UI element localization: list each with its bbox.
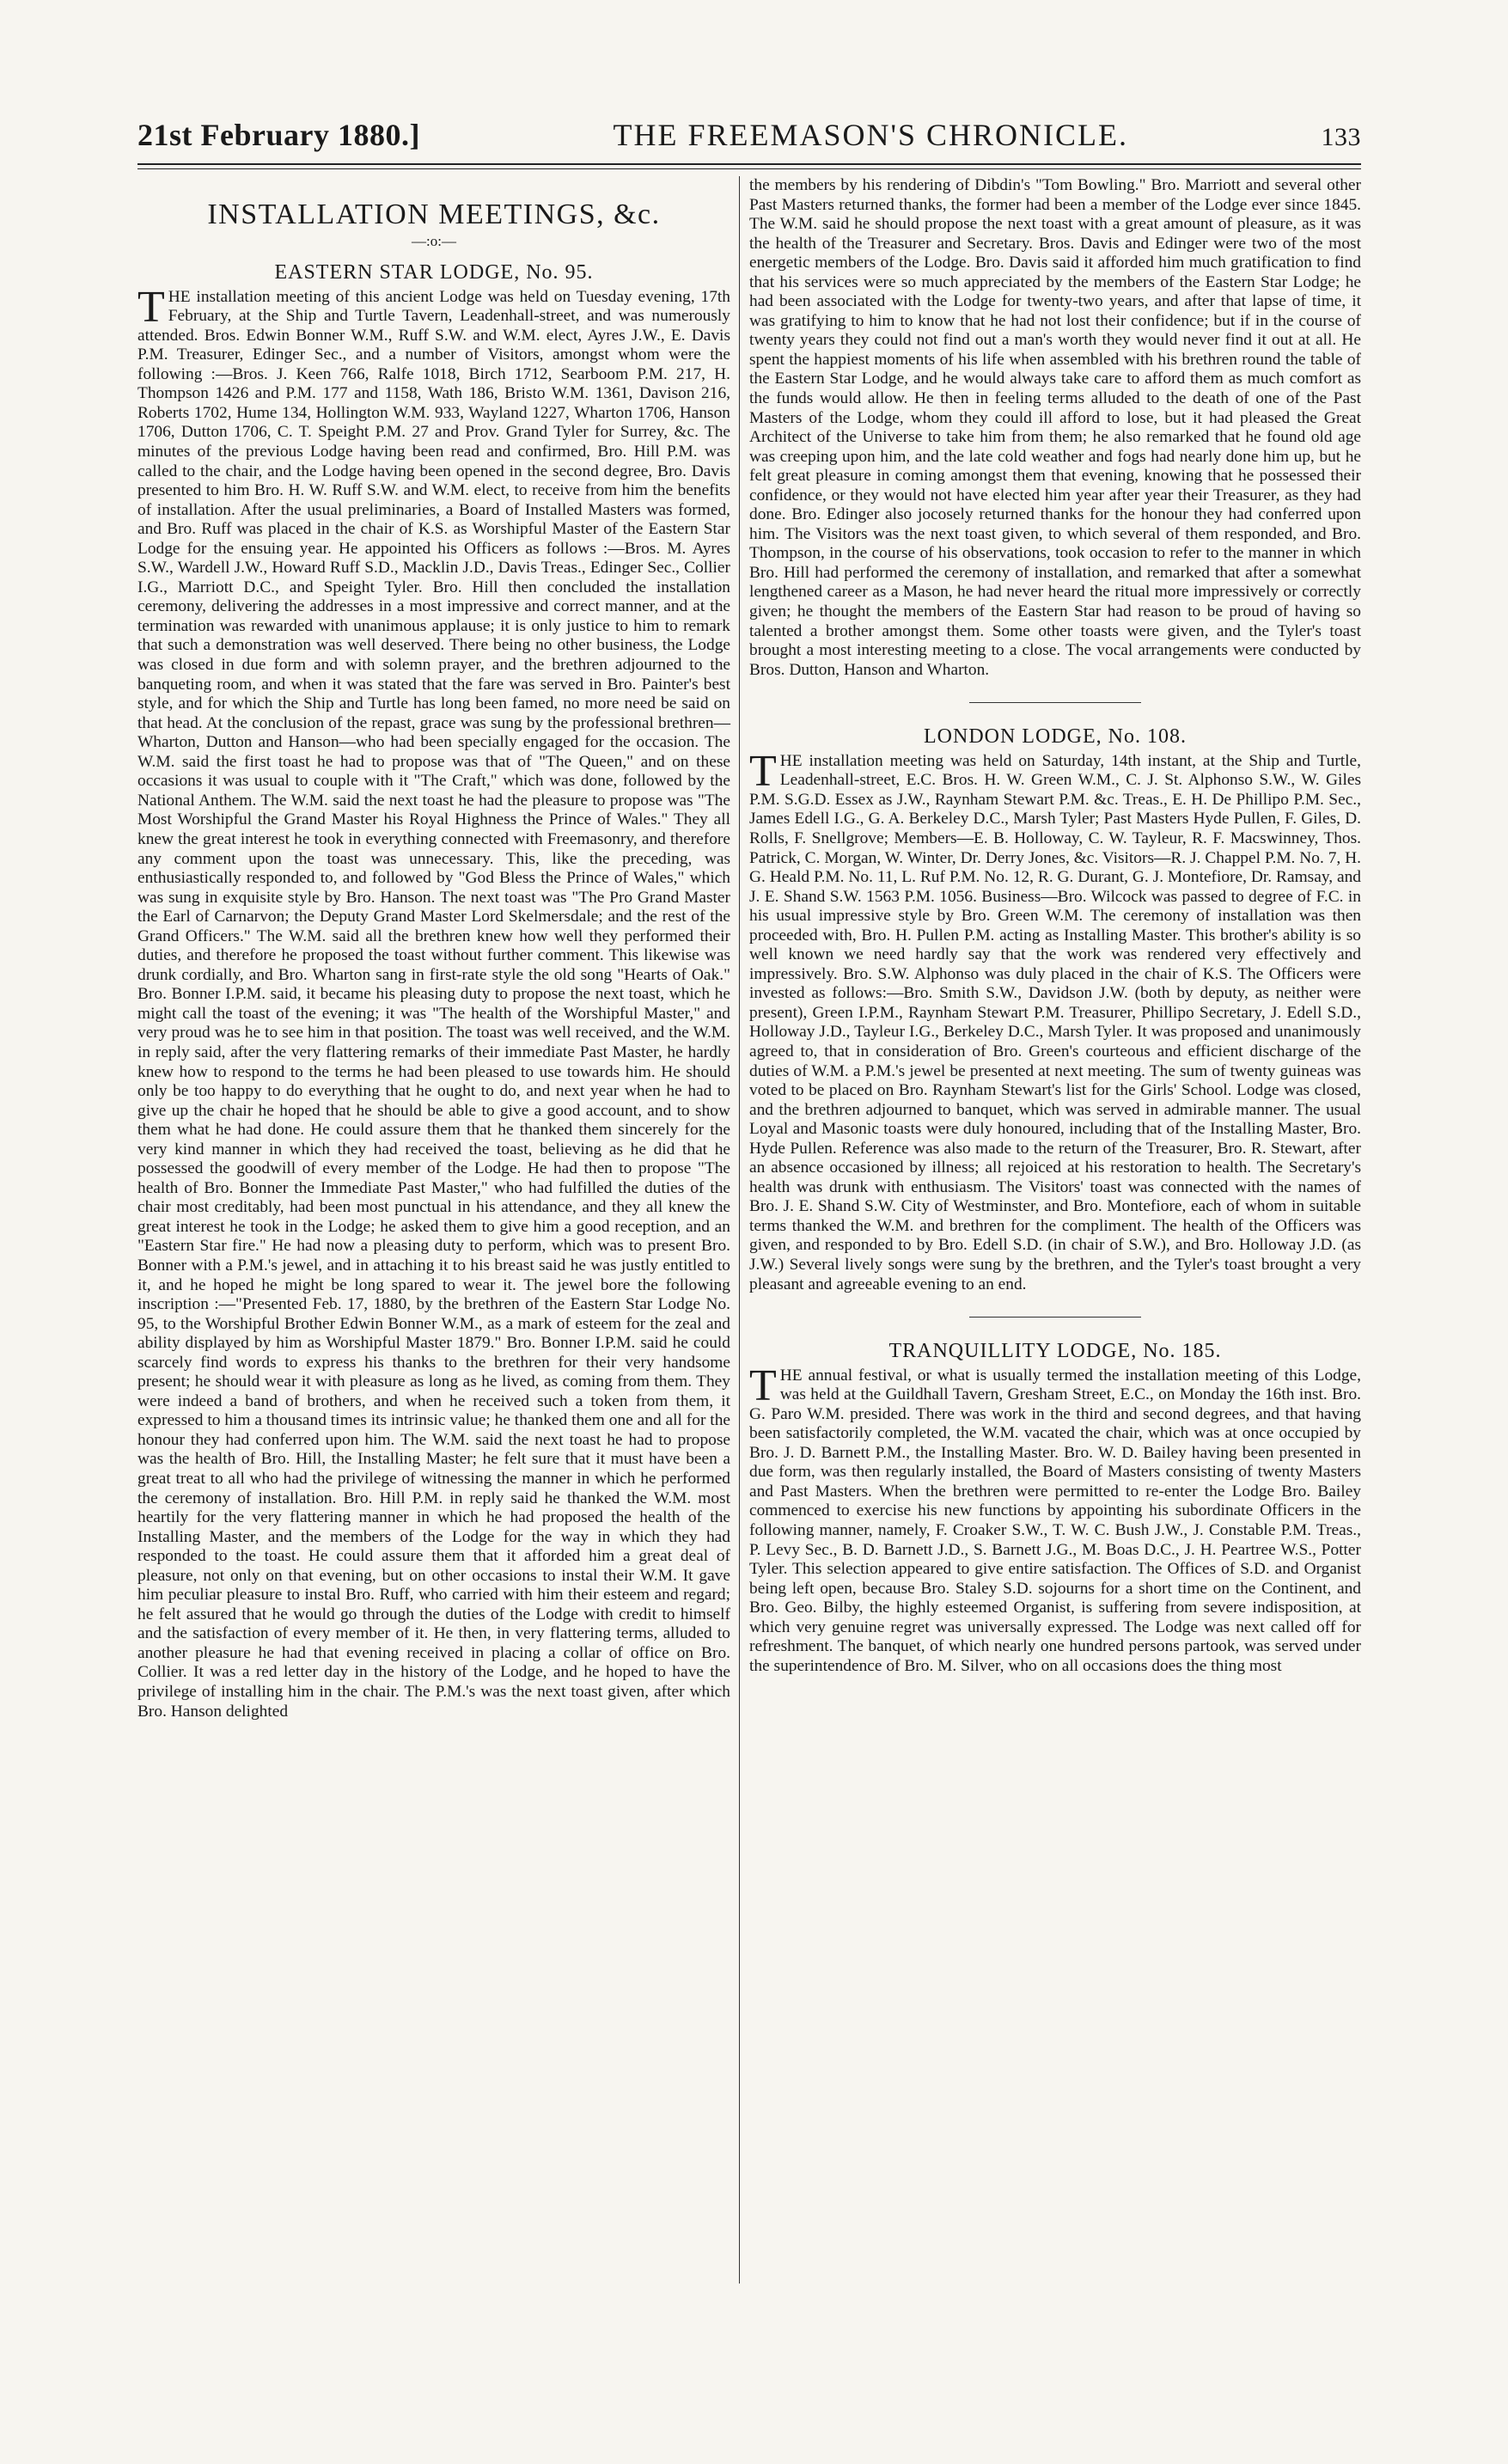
- header-rule-thin: [137, 168, 1361, 169]
- london-lodge-title: LONDON LODGE, No. 108.: [924, 725, 1187, 749]
- issue-date: 21st February 1880.]: [137, 118, 420, 152]
- section-title: INSTALLATION MEETINGS, &c.: [207, 199, 661, 230]
- left-column: [137, 176, 730, 1721]
- column-divider: [739, 176, 740, 2284]
- london-lodge-body: HE installation meeting was held on Saturday, 14th instant, at the Ship and Turtle, Leadenhall-street, E.C. Bros. H. W. Green W.M., C. J. St. Alphonso S.W., W. Giles P.M. S.G.D. Essex as J.W., Raynham Stewart P.M. &c. Treas., E. H. De Phillipo P.M. Sec., James Edell I.G., G. A. Berkeley D.C., Marsh Tyler; Past Masters Hyde Pullen, F. Giles, D. Rolls, F. Snellgrove; Members—E. B. Holloway, C. W. Tayleur, R. F. Macswinney, Thos. Patrick, C. Morgan, W. Winter, Dr. Derry Jones, &c. Visitors—R. J. Chappel P.M. No. 7, H. G. Heald P.M. No. 11, L. Ruf P.M. No. 12, R. G. Durant, G. J. Montefiore, Dr. Ramsay, and J. E. Shand S.W. 1563 P.M. 1056. Business—Bro. Wilcock was passed to degree of F.C. in his usual impressive style by Bro. Green W.M. The ceremony of installation was then proceeded with, Bro. H. Pullen P.M. acting as Installing Master. This brother's ability is so well known we need hardly say that the work was rendered very effectively and impressively. Bro. S.W. Alphonso was duly placed in the chair of K.S. The Officers were invested as follows:—Bro. Smith S.W., Davidson J.W. (both by deputy, as neither were present), Green I.P.M., Raynham Stewart P.M. Treasurer, Phillipo Secretary, J. Edell S.D., Holloway J.D., Tayleur I.G., Berkeley D.C., Marsh Tyler. It was proposed and unanimously agreed to, that in consideration of Bro. Green's courteous and efficient discharge of the duties of W.M. a P.M.'s jewel be presented at next meeting. The sum of twenty guineas was voted to be placed on Bro. Raynham Stewart's list for the Girls' School. Lodge was closed, and the brethren adjourned to banquet, which was served in admirable manner. The usual Loyal and Masonic toasts were duly honoured, including that of the Installing Master, Bro. Hyde Pullen. Reference was also made to the return of the Treasurer, Bro. R. Stewart, after an absence occasioned by illness; all rejoiced at his restoration to health. The Secretary's health was drunk with enthusiasm. The Visitors' toast was connected with the names of Bro. J. E. Shand S.W. City of Westminster, and Bro. Montefiore, each of whom in suitable terms thanked the W.M. and brethren for the compliment. The health of the Officers was given, and responded to by Bro. Edell S.D. (in chair of S.W.), and Bro. Holloway J.D. (as J.W.) Several lively songs were sung by the brethren, and the Tyler's toast brought a very pleasant and agreeable evening to an end.: [749, 751, 1361, 1293]
- eastern-star-continued: the members by his rendering of Dibdin's "Tom Bowling." Bro. Marriott and several other Past Masters returned thanks, the former had been a member of the Lodge ever since 1845. The W.M. said he should propose the next toast with a great amount of pleasure, as it was the health of the Treasurer and Secretary. Bros. Davis and Edinger were two of the most energetic members of the Lodge. Bro. Davis said it afforded him much gratification to find that his services were so much appreciated by the members of the Eastern Star Lodge; he had been associated with the Lodge for twenty-two years, and after that lapse of time, it was gratifying to him to know that he had not lost their confidence; but if in the course of twenty years they could not find out a man's worth they would never find it out at all. He spent the happiest moments of his life when assembled with his brethren round the table of the Eastern Star Lodge, and he would always take care to afford them as much comfort as the funds would allow. He then in feeling terms alluded to the death of one of the Past Masters of the Lodge, whom they could ill afford to lose, but it had pleased the Great Architect of the Universe to take him from them; he also remarked that he found old age was creeping upon him, and the late cold weather and fogs had nearly done him up, but he felt great pleasure in coming amongst them that evening, knowing that he possessed their confidence, or they would not have elected him year after year their Treasurer, as they had done. Bro. Edinger also jocosely returned thanks for the honour they had conferred upon him. The Visitors was the next toast given, to which several of them responded, and Bro. Thompson, in the course of his observations, took occasion to refer to the manner in which Bro. Hill had performed the ceremony of installation, and remarked that after a somewhat lengthened career as a Mason, he had never heard the ritual more impressively or correctly given; he thought the members of the Eastern Star had reason to be proud of having so talented a brother amongst them. Some other toasts were given, and the Tyler's toast brought a most interesting meeting to a close. The vocal arrangements were conducted by Bros. Dutton, Hanson and Wharton.: [749, 176, 1361, 679]
- masthead: THE FREEMASON'S CHRONICLE.: [613, 118, 1128, 152]
- eastern-star-title: EASTERN STAR LODGE, No. 95.: [274, 261, 594, 284]
- page-number: 133: [1321, 123, 1361, 151]
- running-header: [137, 117, 1361, 162]
- eastern-star-article: [137, 282, 730, 1721]
- article-separator: [969, 1317, 1141, 1318]
- header-rule: [137, 163, 1361, 165]
- tranquillity-lodge-article: [749, 1360, 1361, 1677]
- drop-cap: T: [749, 1360, 777, 1410]
- section-ornament: —:o:—: [412, 232, 456, 249]
- article-separator: [969, 702, 1141, 703]
- eastern-star-body: HE installation meeting of this ancient Lodge was held on Tuesday evening, 17th February, at the Ship and Turtle Tavern, Leadenhall-street, and was numerously attended. Bros. Edwin Bonner W.M., Ruff S.W. and W.M. elect, Ayres J.W., E. Davis P.M. Treasurer, Edinger Sec., and a number of Visitors, amongst whom were the following :—Bros. J. Keen 766, Ralfe 1018, Birch 1712, Searboom P.M. 217, H. Thompson 1426 and P.M. 177 and 1158, Wath 186, Bristo W.M. 1361, Davison 216, Roberts 1702, Hume 134, Hollington W.M. 933, Wayland 1227, Wharton 1706, Hanson 1706, Dutton 1706, C. T. Speight P.M. 27 and Prov. Grand Tyler for Surrey, &c. The minutes of the previous Lodge having been read and confirmed, Bro. Hill P.M. was called to the chair, and the Lodge having been opened in the second degree, Bro. Davis presented to him Bro. H. W. Ruff S.W. and W.M. elect, to receive from him the benefits of installation. After the usual preliminaries, a Board of Installed Masters was formed, and Bro. Ruff was placed in the chair of K.S. as Worshipful Master of the Eastern Star Lodge for the ensuing year. He appointed his Officers as follows :—Bros. M. Ayres S.W., Wardell J.W., Howard Ruff S.D., Macklin J.D., Davis Treas., Edinger Sec., Collier I.G., Marriott D.C., and Speight Tyler. Bro. Hill then concluded the installation ceremony, delivering the addresses in a most impressive and correct manner, and at the termination was rewarded with unanimous applause; it is only justice to him to remark that such a demonstration was well deserved. There being no other business, the Lodge was closed in due form and with solemn prayer, and the brethren adjourned to the banqueting room, and when it was stated that the fare was served in Bro. Painter's best style, and for which the Ship and Turtle has long been famed, no more need be said on that head. At the conclusion of the repast, grace was sung by the professional brethren—Wharton, Dutton and Hanson—who had been specially engaged for the occasion. The W.M. said the first toast he had to propose was that of "The Queen," and on these occasions it was usual to couple with it "The Craft," which was done, followed by the National Anthem. The W.M. said the next toast he had the pleasure to propose was "The Most Worshipful the Grand Master his Royal Highness the Prince of Wales." They all knew the great interest he took in everything connected with Freemasonry, and therefore any comment upon the toast was unnecessary. This, like the preceding, was enthusiastically responded to, and followed by "God Bless the Prince of Wales," which was sung in exquisite style by Bro. Hanson. The next toast was "The Pro Grand Master the Earl of Carnarvon; the Deputy Grand Master Lord Skelmersdale; and the rest of the Grand Officers." The W.M. said all the brethren knew how well they performed their duties, and therefore he proposed the toast without further comment. This likewise was drunk cordially, and Bro. Wharton sang in first-rate style the old song "Hearts of Oak." Bro. Bonner I.P.M. said, it became his pleasing duty to propose the next toast, which he might call the toast of the evening; it was "The health of the Worshipful Master," and very proud was he to see him in that position. The toast was well received, and the W.M. in reply said, after the very flattering remarks of their immediate Past Master, he hardly knew how to respond to the terms he had been pleased to use towards him. He should only be too happy to do everything that he ought to do, and next year when he had to give up the chair he hoped that he should be able to give a good account, and to show them what he had done. He could assure them that he thanked them sincerely for the very kind manner in which they had received the toast, believing as he did that he possessed the goodwill of every member of the Lodge. He had then to propose "The health of Bro. Bonner the Immediate Past Master," who had fulfilled the duties of the chair most creditably, had been most punctual in his attendance, and they all knew the great interest he took in the Lodge; he asked them to give him a good reception, and an "Eastern Star fire." He had now a pleasing duty to perform, which was to present Bro. Bonner with a P.M.'s jewel, and in attaching it to his breast said he was justly entitled to it, and he hoped he might be long spared to wear it. The jewel bore the following inscription :—"Presented Feb. 17, 1880, by the brethren of the Eastern Star Lodge No. 95, to the Worshipful Brother Edwin Bonner W.M., as a mark of esteem for the zeal and ability displayed by him as Worshipful Master 1879." Bro. Bonner I.P.M. said he could scarcely find words to express his thanks to the brethren for their very handsome present; he should wear it with pleasure as long as he lived, as coming from them. They were indeed a band of brothers, and when he received such a token from them, it expressed to him a thousand times its intrinsic value; he thanked them one and all for the honour they had conferred upon him. The W.M. said the next toast he had to propose was the health of Bro. Hill, the Installing Master; he felt sure that it must have been a great treat to all who had the privilege of witnessing the manner in which he performed the ceremony of installation. Bro. Hill P.M. in reply said he thanked the W.M. most heartily for the very flattering manner in which he had proposed the health of the Installing Master, and the members of the Lodge for the way in which they had responded to the toast. He could assure them that it afforded him a great deal of pleasure, not only on that evening, but on other occasions to instal their W.M. It gave him peculiar pleasure to instal Bro. Ruff, who carried with him their esteem and regard; he felt assured that he would go through the duties of the Lodge with credit to himself and the satisfaction of every member of it. He then, in very flattering terms, alluded to another pleasure he had that evening received in placing a collar of office on Bro. Collier. It was a red letter day in the history of the Lodge, and he hoped to have the privilege of installing him in the chair. The P.M.'s was the next toast given, after which Bro. Hanson delighted: [137, 287, 730, 1721]
- tranquillity-lodge-body: HE annual festival, or what is usually termed the installation meeting of this Lodge, was held at the Guildhall Tavern, Gresham Street, E.C., on Monday the 16th inst. Bro. G. Paro W.M. presided. There was work in the third and second degrees, and that having been satisfactorily completed, the W.M. vacated the chair, which was at once occupied by Bro. J. D. Barnett P.M., the Installing Master. Bro. W. D. Bailey having been presented in due form, was then regularly installed, the Board of Masters consisting of twenty Masters and Past Masters. When the brethren were permitted to re-enter the Lodge Bro. Bailey commenced to exercise his new functions by appointing his subordinate Officers in the following manner, namely, F. Croaker S.W., T. W. C. Bush J.W., J. Constable P.M. Treas., P. Levy Sec., B. D. Barnett J.D., S. Barnett J.G., M. Boas D.C., J. H. Peartree W.S., Potter Tyler. This selection appeared to give entire satisfaction. The Offices of S.D. and Organist being left open, because Bro. Staley S.D. sojourns for a short time on the Continent, and Bro. Geo. Bilby, the highly esteemed Organist, is suffering from severe indisposition, at which very genuine regret was universally expressed. The Lodge was next called off for refreshment. The banquet, of which nearly one hundred persons partook, was served under the superintendence of Bro. M. Silver, who on all occasions does the thing most: [749, 1366, 1361, 1675]
- drop-cap: T: [749, 746, 777, 796]
- london-lodge-article: [749, 746, 1361, 1294]
- drop-cap: T: [137, 282, 165, 332]
- right-column: [749, 176, 1361, 1676]
- tranquillity-lodge-title: TRANQUILLITY LODGE, No. 185.: [888, 1340, 1222, 1363]
